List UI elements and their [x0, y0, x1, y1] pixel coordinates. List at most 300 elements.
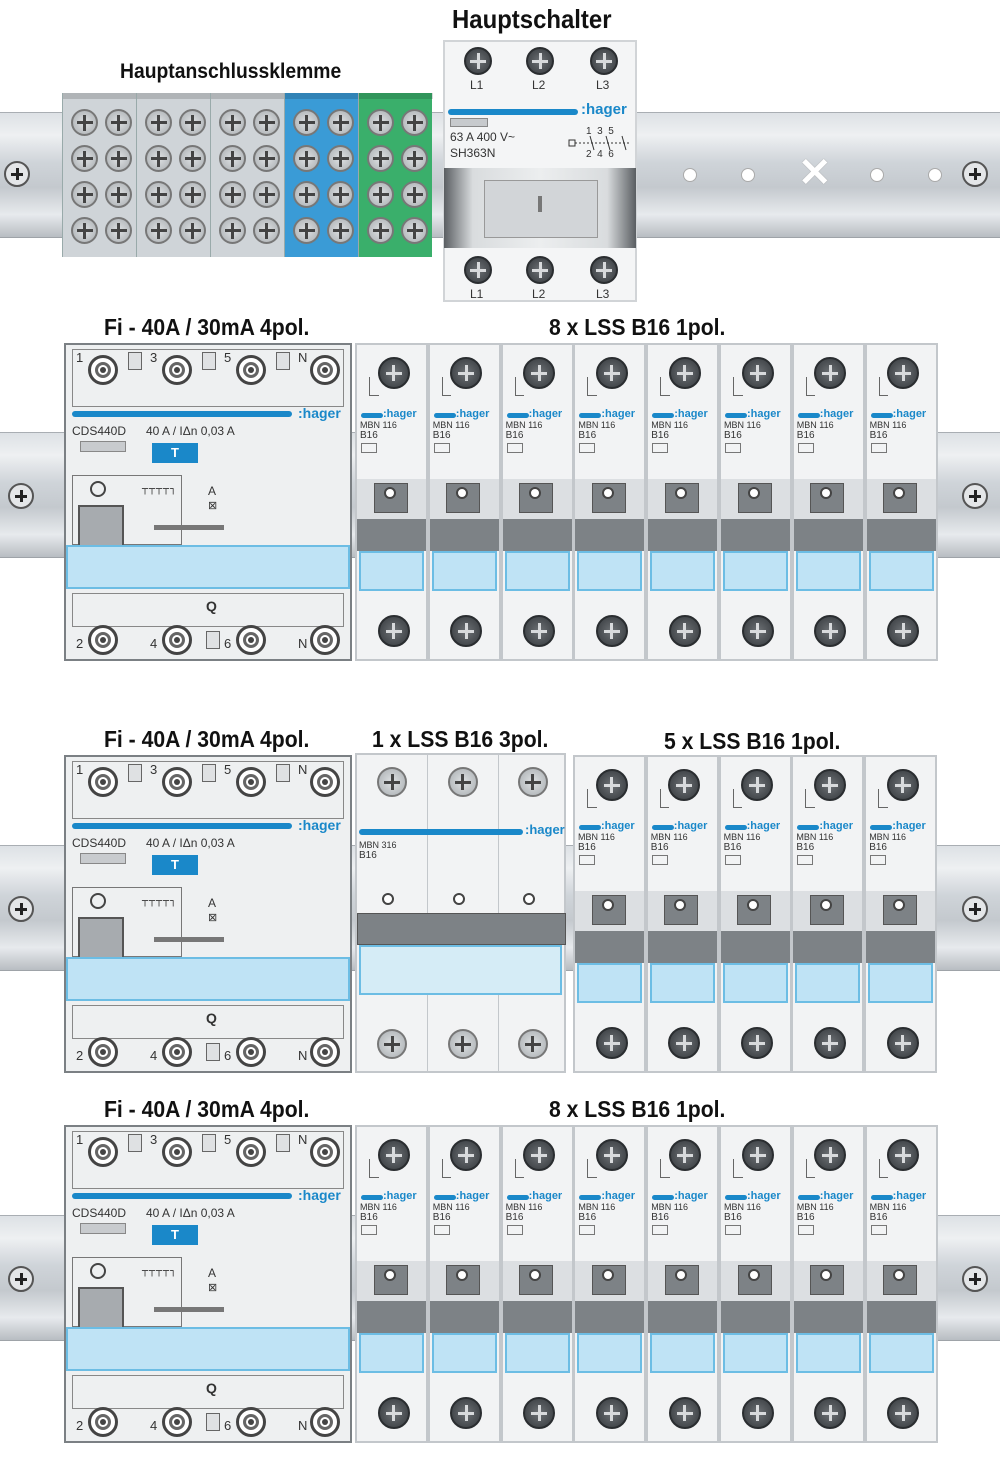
- terminal-ring-icon: [88, 625, 118, 655]
- screw-icon: [887, 1139, 919, 1171]
- label-window: [796, 1333, 861, 1373]
- mcb-model: MBN 116: [796, 832, 834, 842]
- terminal-ring-icon: [236, 767, 266, 797]
- main-terminal-block: [62, 93, 430, 257]
- mcb-body-band: [503, 519, 572, 551]
- terminal-slot: [128, 764, 142, 782]
- main-switch-lever-mark: [538, 196, 542, 212]
- wire-line: [369, 377, 379, 396]
- toggle-window: [748, 1269, 760, 1281]
- screw-icon: [887, 1397, 919, 1429]
- hager-stripe: [579, 825, 601, 830]
- mcb-model: MBN 116: [505, 420, 543, 430]
- terminal-number: 1: [76, 350, 84, 365]
- screw-icon: [448, 767, 478, 797]
- heading-row2-mcb1: 5 x LSS B16 1pol.: [664, 728, 841, 754]
- rail-screw-icon: [8, 483, 34, 509]
- terminal-number: N: [298, 1048, 308, 1063]
- heading-row2-mcb3: 1 x LSS B16 3pol.: [372, 726, 549, 752]
- hager-logo: :hager: [819, 820, 854, 832]
- terminal-number: 4: [150, 636, 158, 651]
- hager-stripe: [798, 1195, 820, 1200]
- screw-icon: [293, 109, 320, 136]
- screw-icon: [219, 109, 246, 136]
- hager-stripe: [652, 825, 674, 830]
- terminal-number: 5: [224, 1132, 232, 1147]
- toggle-window: [675, 1269, 687, 1281]
- screw-icon: [669, 615, 701, 647]
- screw-icon: [378, 1397, 410, 1429]
- mcb-body-band: [575, 931, 644, 963]
- lever-knob[interactable]: [90, 1263, 106, 1279]
- phase-label: L3: [596, 287, 610, 301]
- terminal-slot: [128, 1134, 142, 1152]
- screw-icon: [401, 109, 428, 136]
- label-window: [66, 1327, 350, 1371]
- toggle-window: [893, 487, 905, 499]
- label-plate: [507, 1225, 523, 1235]
- mcb-curve: B16: [505, 1212, 524, 1223]
- lever-knob[interactable]: [90, 481, 106, 497]
- hager-stripe: [579, 1195, 601, 1200]
- label-plate: [652, 443, 668, 453]
- mcb-1pol: [792, 343, 865, 661]
- screw-icon: [596, 769, 628, 801]
- hager-logo: :hager: [674, 408, 708, 420]
- mcb-model: MBN 116: [651, 420, 689, 430]
- label-window: [432, 551, 497, 591]
- mcb-3pol: [355, 753, 566, 1073]
- test-button[interactable]: T: [152, 1225, 198, 1245]
- terminal-number: 1: [76, 1132, 84, 1147]
- screw-icon: [253, 145, 280, 172]
- label-window: [432, 1333, 497, 1373]
- terminal-cap: [359, 93, 433, 99]
- label-plate: [80, 853, 126, 864]
- toggle-window: [529, 1269, 541, 1281]
- terminal-ring-icon: [310, 1407, 340, 1437]
- label-plate: [725, 1225, 741, 1235]
- mcb-curve: B16: [651, 1212, 669, 1223]
- screw-icon: [219, 181, 246, 208]
- lever-handle[interactable]: [78, 917, 124, 961]
- mcb-1pol: [865, 343, 938, 661]
- pulse-icon: ⊠: [208, 500, 218, 512]
- mcb-model: MBN 116: [432, 420, 470, 430]
- hager-logo: :hager: [892, 820, 926, 832]
- screw-icon: [450, 1397, 482, 1429]
- device-designation: Q: [206, 1010, 217, 1026]
- mcb-curve: B16: [796, 1212, 815, 1223]
- hager-stripe: [72, 411, 292, 417]
- mcb-body-band: [867, 519, 936, 551]
- label-plate: [725, 443, 741, 453]
- screw-icon: [518, 1029, 548, 1059]
- toggle-window: [893, 899, 905, 911]
- screw-icon: [596, 1027, 628, 1059]
- terminal-number: 6: [224, 636, 232, 651]
- label-window: [869, 551, 934, 591]
- screw-icon: [401, 217, 428, 244]
- screw-icon: [71, 217, 98, 244]
- terminal-ring-icon: [236, 1037, 266, 1067]
- terminal-slot: [202, 352, 216, 370]
- mcb-model: MBN 116: [578, 1202, 616, 1212]
- mcb-model: MBN 116: [869, 420, 907, 430]
- screw-icon: [327, 145, 354, 172]
- mcb-body-band: [575, 1301, 644, 1333]
- screw-icon: [590, 47, 618, 75]
- screw-icon: [523, 357, 555, 389]
- screw-icon: [887, 769, 919, 801]
- mcb-1pol: [719, 755, 792, 1073]
- mcb-body-band: [867, 1301, 936, 1333]
- mcb-curve: B16: [578, 1212, 597, 1223]
- rcd-type: A: [208, 1266, 217, 1280]
- mcb-model: MBN 116: [869, 1202, 907, 1212]
- terminal-block-segment: [210, 93, 284, 257]
- screw-icon: [669, 357, 701, 389]
- device-designation: Q: [206, 598, 217, 614]
- hager-stripe: [725, 825, 747, 830]
- hager-stripe: [507, 1195, 529, 1200]
- screw-icon: [219, 145, 246, 172]
- mcb-body-band: [721, 931, 790, 963]
- terminal-ring-icon: [310, 767, 340, 797]
- hager-stripe: [434, 413, 456, 418]
- hager-stripe: [870, 825, 892, 830]
- screw-icon: [145, 145, 172, 172]
- mcb-curve: B16: [505, 430, 524, 441]
- screw-icon: [596, 615, 628, 647]
- label-window: [796, 551, 861, 591]
- phase-label: L1: [470, 78, 484, 92]
- wire-line: [879, 377, 889, 396]
- main-switch-top-terminals: [443, 40, 637, 96]
- mcb-model: MBN 116: [650, 832, 688, 842]
- mcb-curve: B16: [360, 1212, 378, 1223]
- hager-stripe: [725, 413, 747, 418]
- screw-icon: [526, 47, 554, 75]
- mcb-curve: B16: [432, 430, 451, 441]
- mcb-body-band: [575, 519, 644, 551]
- label-plate: [798, 443, 814, 453]
- mcb-model: MBN 116: [360, 1202, 397, 1212]
- terminal-ring-icon: [162, 625, 192, 655]
- screw-icon: [293, 181, 320, 208]
- hager-logo: :hager: [819, 1190, 854, 1202]
- hager-stripe: [652, 1195, 674, 1200]
- terminal-number: N: [298, 762, 308, 777]
- terminal-cap: [63, 93, 137, 99]
- mcb-model: MBN 116: [360, 420, 397, 430]
- label-window: [723, 963, 788, 1003]
- terminal-ring-icon: [162, 767, 192, 797]
- wire-line: [733, 1159, 743, 1178]
- label-plate: [725, 855, 741, 865]
- hager-stripe: [652, 413, 674, 418]
- hager-stripe: [361, 413, 383, 418]
- hager-logo: :hager: [298, 1187, 341, 1203]
- hager-logo: :hager: [674, 1190, 708, 1202]
- switch-symbol-icon: [568, 135, 634, 151]
- terminal-ring-icon: [236, 1137, 266, 1167]
- mcb-body-band: [503, 1301, 572, 1333]
- mcb-1pol: [573, 1125, 646, 1443]
- terminal-number: N: [298, 1418, 308, 1433]
- toggle-window: [820, 899, 832, 911]
- screw-icon: [814, 1397, 846, 1429]
- mcb-1pol: [864, 755, 937, 1073]
- rail-hole: [870, 168, 884, 182]
- mcb-curve: B16: [432, 1212, 451, 1223]
- mcb-1pol: [792, 1125, 865, 1443]
- terminal-number: 4: [150, 1418, 158, 1433]
- terminal-ring-icon: [310, 1037, 340, 1067]
- hager-logo: :hager: [528, 408, 563, 420]
- screw-icon: [71, 109, 98, 136]
- terminal-slot: [128, 352, 142, 370]
- mcb-1pol: [719, 1125, 792, 1443]
- hager-logo: :hager: [455, 1190, 490, 1202]
- mcb-1pol: [573, 755, 646, 1073]
- mcb-curve: B16: [578, 842, 596, 853]
- mcb-1pol: [428, 343, 501, 661]
- label-plate: [434, 443, 450, 453]
- screw-icon: [253, 181, 280, 208]
- mcb-body-band: [793, 931, 862, 963]
- screw-icon: [523, 1139, 555, 1171]
- screw-icon: [814, 1139, 846, 1171]
- mcb-curve: B16: [796, 430, 815, 441]
- rail-hole: [741, 168, 755, 182]
- screw-icon: [219, 217, 246, 244]
- wire-line: [806, 1159, 816, 1178]
- screw-icon: [179, 181, 206, 208]
- mcb-body-band: [794, 519, 863, 551]
- mcb-body-band: [721, 519, 790, 551]
- mcb-body-band: [357, 519, 426, 551]
- terminal-number: 5: [224, 350, 232, 365]
- terminal-slot: [276, 352, 290, 370]
- terminal-slot: [202, 1134, 216, 1152]
- screw-icon: [518, 767, 548, 797]
- rcd-type: A: [208, 484, 217, 498]
- rcd-rating: 40 A / IΔn 0,03 A: [146, 424, 235, 438]
- screw-icon: [253, 217, 280, 244]
- test-button[interactable]: T: [152, 855, 198, 875]
- mcb-curve: B16: [724, 1212, 742, 1223]
- mcb-1pol: [719, 343, 792, 661]
- hager-stripe: [725, 1195, 747, 1200]
- rail-screw-icon: [962, 161, 988, 187]
- wire-line: [369, 1159, 379, 1178]
- terminal-number: N: [298, 1132, 308, 1147]
- heading-row1-rcd: Fi - 40A / 30mA 4pol.: [104, 314, 310, 340]
- pulse-icon: ⊠: [208, 1282, 218, 1294]
- hager-logo: :hager: [601, 1190, 636, 1202]
- rcd-device: [64, 755, 352, 1073]
- screw-icon: [814, 1027, 846, 1059]
- terminal-ring-icon: [310, 355, 340, 385]
- screw-icon: [367, 109, 394, 136]
- wire-line: [879, 1159, 889, 1178]
- screw-icon: [179, 217, 206, 244]
- label-window: [66, 957, 350, 1001]
- screw-icon: [741, 769, 773, 801]
- terminal-ring-icon: [236, 355, 266, 385]
- label-plate: [579, 1225, 595, 1235]
- terminal-ring-icon: [310, 1137, 340, 1167]
- hager-logo: :hager: [601, 820, 635, 832]
- wire-line: [660, 377, 670, 396]
- wire-line: [660, 1159, 670, 1178]
- wire-line: [587, 377, 597, 396]
- terminal-ring-icon: [236, 625, 266, 655]
- wire-line: [442, 1159, 452, 1178]
- mcb-model: MBN 116: [723, 832, 761, 842]
- hager-logo: :hager: [383, 408, 417, 420]
- test-button[interactable]: T: [152, 443, 198, 463]
- label-plate: [450, 118, 488, 127]
- mcb-1pol: [791, 755, 864, 1073]
- hager-logo: :hager: [525, 822, 565, 837]
- label-plate: [80, 441, 126, 452]
- circuit-symbol: ┬┬┬┬┐: [142, 896, 178, 907]
- hager-logo: :hager: [383, 1190, 417, 1202]
- rail-hole: [928, 168, 942, 182]
- heading-main-terminal: Hauptanschlussklemme: [120, 60, 342, 83]
- screw-icon: [179, 109, 206, 136]
- mcb-model: MBN 116: [651, 1202, 689, 1212]
- phase-label: L3: [596, 78, 610, 92]
- contact-numbers-top: 1 3 5: [586, 126, 614, 137]
- mcb-curve: B16: [869, 1212, 888, 1223]
- mcb-1pol: [428, 1125, 501, 1443]
- toggle-window: [384, 487, 396, 499]
- mcb-curve: B16: [651, 430, 669, 441]
- mcb-1pol: [501, 343, 574, 661]
- mcb-1pol: [501, 1125, 574, 1443]
- terminal-ring-icon: [88, 1407, 118, 1437]
- mcb-model: MBN 316: [359, 840, 397, 850]
- wire-line: [442, 377, 452, 396]
- wire-line: [587, 789, 597, 808]
- mcb-1pol: [573, 343, 646, 661]
- mcb-curve: B16: [869, 842, 887, 853]
- contact-numbers-bottom: 2 4 6: [586, 149, 614, 160]
- screw-icon: [179, 145, 206, 172]
- screw-icon: [887, 1027, 919, 1059]
- hager-stripe: [448, 109, 578, 115]
- label-window: [868, 963, 933, 1003]
- hager-logo: :hager: [455, 408, 490, 420]
- screw-icon: [668, 1027, 700, 1059]
- hager-stripe: [871, 413, 893, 418]
- mcb-curve: B16: [650, 842, 669, 853]
- terminal-ring-icon: [88, 1037, 118, 1067]
- terminal-number: 5: [224, 762, 232, 777]
- rcd-rating: 40 A / IΔn 0,03 A: [146, 836, 235, 850]
- screw-icon: [105, 109, 132, 136]
- mcb-body-band: [357, 1301, 426, 1333]
- label-window: [650, 963, 715, 1003]
- screw-icon: [669, 1139, 701, 1171]
- rail-screw-icon: [8, 1266, 34, 1292]
- hager-stripe: [72, 823, 292, 829]
- rcd-model: CDS440D: [72, 1206, 127, 1220]
- wire-line: [878, 789, 888, 808]
- hager-stripe: [579, 413, 601, 418]
- lever-knob[interactable]: [90, 893, 106, 909]
- hager-logo: :hager: [298, 405, 341, 421]
- label-window: [795, 963, 860, 1003]
- lever-handle[interactable]: [78, 1287, 124, 1331]
- screw-icon: [105, 217, 132, 244]
- screw-icon: [145, 217, 172, 244]
- terminal-slot: [276, 764, 290, 782]
- screw-icon: [145, 109, 172, 136]
- rcd-model: CDS440D: [72, 424, 127, 438]
- label-plate: [154, 525, 224, 530]
- mcb-curve: B16: [724, 430, 742, 441]
- screw-icon: [378, 357, 410, 389]
- screw-icon: [377, 1029, 407, 1059]
- screw-icon: [742, 1139, 774, 1171]
- label-window: [650, 1333, 715, 1373]
- mcb-1pol: [355, 1125, 428, 1443]
- terminal-number: 3: [150, 350, 158, 365]
- terminal-block-segment: [358, 93, 432, 257]
- screw-icon: [71, 181, 98, 208]
- hager-stripe: [871, 1195, 893, 1200]
- mcb-curve: B16: [578, 430, 597, 441]
- toggle-window: [747, 899, 759, 911]
- rcd-rating: 40 A / IΔn 0,03 A: [146, 1206, 235, 1220]
- mcb-model: MBN 116: [505, 1202, 543, 1212]
- terminal-cap: [211, 93, 285, 99]
- toggle-window: [384, 1269, 396, 1281]
- screw-icon: [378, 615, 410, 647]
- mcb-1pol: [646, 1125, 719, 1443]
- terminal-number: 4: [150, 1048, 158, 1063]
- label-plate: [652, 855, 668, 865]
- label-plate: [579, 443, 595, 453]
- hager-stripe: [361, 1195, 383, 1200]
- wire-line: [733, 789, 743, 808]
- label-window: [66, 545, 350, 589]
- mcb-model: MBN 116: [796, 1202, 834, 1212]
- screw-icon: [742, 1397, 774, 1429]
- screw-icon: [669, 1397, 701, 1429]
- hager-logo: :hager: [673, 820, 708, 832]
- screw-icon: [450, 1139, 482, 1171]
- toggle-lever[interactable]: [357, 913, 566, 945]
- heading-row1-mcb: 8 x LSS B16 1pol.: [549, 314, 726, 340]
- hager-logo: :hager: [528, 1190, 563, 1202]
- label-plate: [361, 1225, 377, 1235]
- lever-handle[interactable]: [78, 505, 124, 549]
- screw-icon: [668, 769, 700, 801]
- hager-logo: :hager: [892, 1190, 927, 1202]
- label-window: [505, 551, 570, 591]
- heading-row3-mcb: 8 x LSS B16 1pol.: [549, 1096, 726, 1122]
- label-plate: [507, 443, 523, 453]
- toggle-window: [675, 487, 687, 499]
- wire-line: [733, 377, 743, 396]
- label-plate: [361, 443, 377, 453]
- screw-icon: [145, 181, 172, 208]
